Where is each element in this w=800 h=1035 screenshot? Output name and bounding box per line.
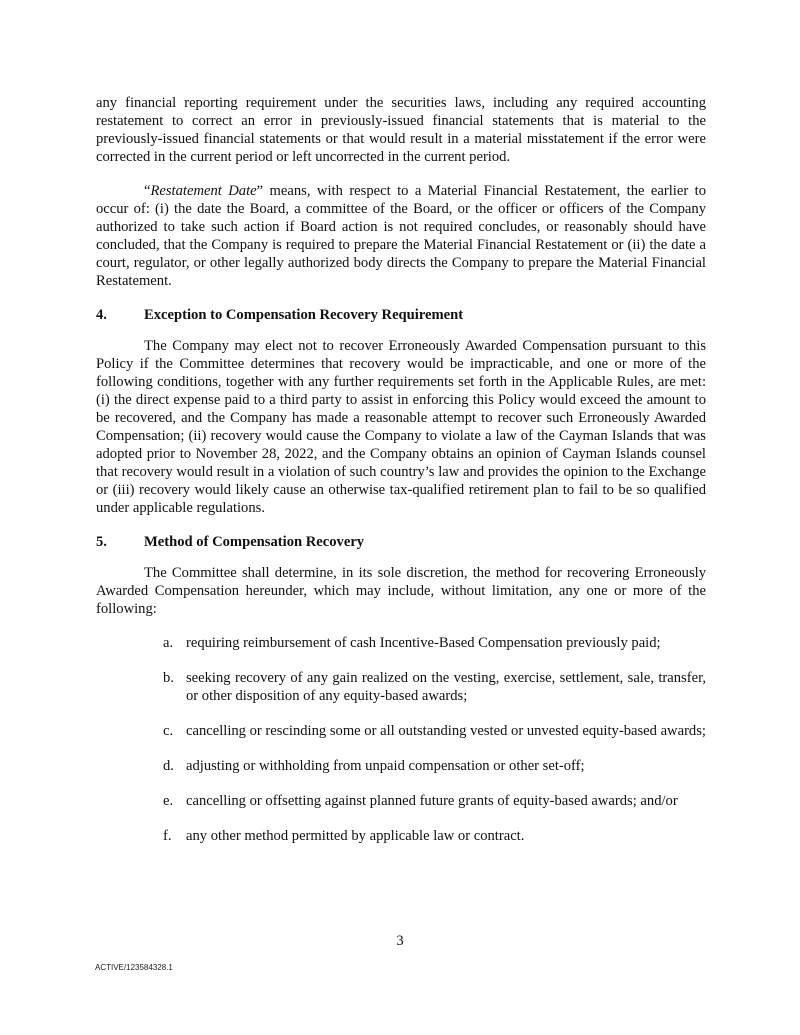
section-4-title: Exception to Compensation Recovery Requirement xyxy=(144,307,464,323)
list-item xyxy=(163,722,706,740)
section-4-number: 4. xyxy=(96,307,107,323)
section-5-title: Method of Compensation Recovery xyxy=(144,534,365,550)
list-item-text: cancelling or rescinding some or all outstanding vested or unvested equity-based awards; xyxy=(186,723,706,739)
list-item-text: any other method permitted by applicable law or contract. xyxy=(186,828,525,844)
paragraph-restatement-date xyxy=(96,182,706,290)
document-id-footer: ACTIVE/123584328.1 xyxy=(95,963,173,972)
list-item-letter: f. xyxy=(163,828,172,844)
defined-term: Restatement Date xyxy=(150,183,257,199)
list-item-text: adjusting or withholding from unpaid compensation or other set-off; xyxy=(186,758,585,774)
list-item xyxy=(163,634,706,652)
section-4-heading xyxy=(96,306,706,324)
page-number: 3 xyxy=(396,933,404,949)
section-5-body: The Committee shall determine, in its sole discretion, the method for recovering Erroneously Awarded Compensation hereunder, which may include, without limitation, any one or more of the following: xyxy=(96,565,706,617)
list-item-text: cancelling or offsetting against planned future grants of equity-based awards; and/or xyxy=(186,793,678,809)
document-body xyxy=(96,94,706,862)
section-5-heading xyxy=(96,533,706,551)
list-item xyxy=(163,827,706,845)
definition-text: ” means, with respect to a Material Financial Restatement, the earlier to occur of: (i) the date the Board, a committee of the Board, or the officer or officers of the Company authorized to take such action if Board action is not required concludes, or reasonably should have concluded, that the Company is required to prepare the Material Financial Restatement or (ii) the date a court, regulator, or other legally authorized body directs the Company to prepare the Material Financial Restatement. xyxy=(96,183,706,289)
list-item xyxy=(163,669,706,705)
list-item-letter: d. xyxy=(163,758,174,774)
quote-open: “ xyxy=(144,183,151,199)
list-item-letter: c. xyxy=(163,723,174,739)
recovery-methods-list xyxy=(96,634,706,845)
list-item-text: requiring reimbursement of cash Incentive-Based Compensation previously paid; xyxy=(186,635,661,651)
section-5-number: 5. xyxy=(96,534,107,550)
paragraph-continuation: any financial reporting requirement under the securities laws, including any required accounting restatement to correct an error in previously-issued financial statements that is material to the previously-issued financial statements or that would result in a material misstatement if the error were corrected in the current period or left uncorrected in the current period. xyxy=(96,95,706,165)
list-item-letter: a. xyxy=(163,635,174,651)
list-item-letter: b. xyxy=(163,670,174,686)
list-item-text: seeking recovery of any gain realized on the vesting, exercise, settlement, sale, transfer, or other disposition of any equity-based awards; xyxy=(186,670,706,704)
list-item-letter: e. xyxy=(163,793,174,809)
list-item xyxy=(163,792,706,810)
section-4-body: The Company may elect not to recover Erroneously Awarded Compensation pursuant to this Policy if the Committee determines that recovery would be impracticable, and one or more of the following conditions, together with any further requirements set forth in the Applicable Rules, are met: (i) the direct expense paid to a third party to assist in enforcing this Policy would exceed the amount to be recovered, and the Company has made a reasonable attempt to recover such Erroneously Awarded Compensation; (ii) recovery would cause the Company to violate a law of the Cayman Islands that was adopted prior to November 28, 2022, and the Company obtains an opinion of Cayman Islands counsel that recovery would result in a violation of such country’s law and provides the opinion to the Exchange or (iii) recovery would likely cause an otherwise tax-qualified retirement plan to fail to be so qualified under applicable regulations. xyxy=(96,338,706,516)
list-item xyxy=(163,757,706,775)
